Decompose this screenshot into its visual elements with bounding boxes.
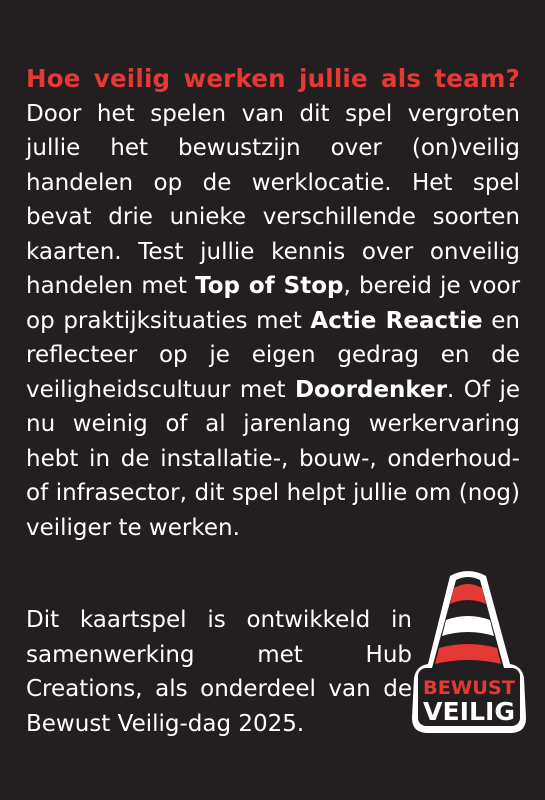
- intro-heading: Hoe veilig werken jullie als team?: [26, 64, 520, 93]
- intro-paragraph: [26, 97, 520, 546]
- logo-line-1: BEWUST: [423, 677, 516, 699]
- game-name-actie-reactie: Actie Reactie: [310, 307, 483, 334]
- intro-section: [26, 62, 520, 545]
- game-name-top-of-stop: Top of Stop: [195, 273, 344, 299]
- bewust-veilig-logo: [410, 568, 528, 736]
- intro-text-1: Door het spelen van dit spel vergroten jullie het bewustzijn over (on)veilig handelen op de werklocatie. Het spel bevat drie unieke verschillende soorten kaarten. Test jullie kennis over onveilig handelen met: [26, 100, 520, 299]
- logo-line-2: VEILIG: [423, 697, 515, 726]
- intro-text-3: en reflecteer op je eigen gedrag en de veiligheidscultuur met: [26, 307, 520, 403]
- credits-paragraph: Dit kaartspel is ontwikkeld in samenwerking met Hub Creations, als onderdeel van de Bewust Veilig-dag 2025.: [26, 607, 412, 737]
- game-name-doordenker: Doordenker: [294, 376, 448, 403]
- intro-text-4: . Of je nu weinig of al jarenlang werkervaring hebt in de installatie-, bouw-, onderhoud- of infrasector, dit spel helpt jullie om (nog) veiliger te werken.: [26, 376, 520, 541]
- intro-text-2: , bereid je voor op praktijksituaties met: [26, 273, 521, 334]
